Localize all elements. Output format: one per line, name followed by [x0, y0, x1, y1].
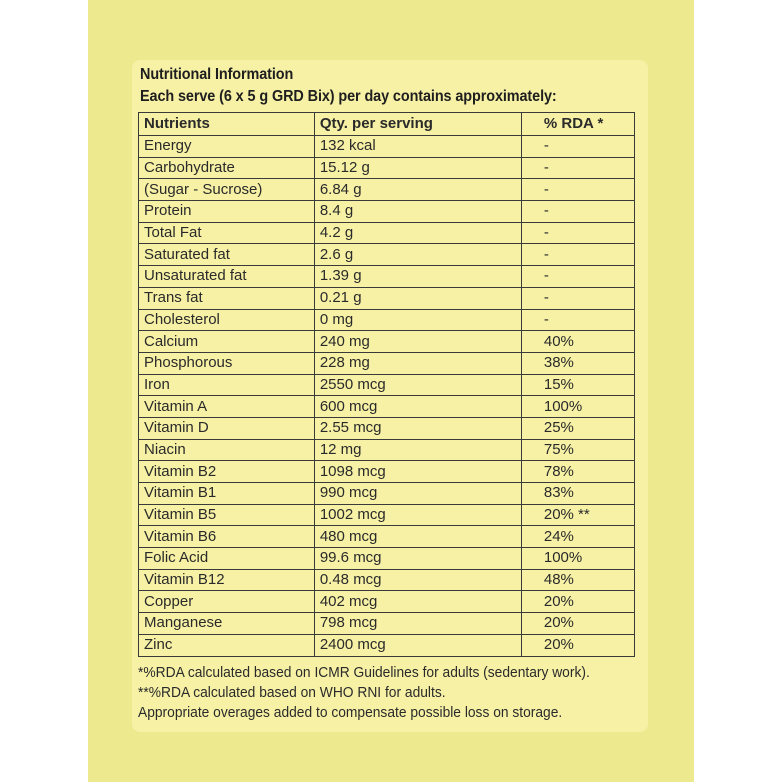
nutrient-name: Vitamin B6 [139, 526, 315, 548]
nutrient-qty: 402 mcg [314, 591, 521, 613]
nutrient-rda: 38% [521, 352, 634, 374]
footnote-icmr: *%RDA calculated based on ICMR Guidelines for adults (sedentary work). [138, 664, 590, 681]
nutrient-qty: 798 mcg [314, 613, 521, 635]
nutrient-qty: 15.12 g [314, 157, 521, 179]
nutrient-name: Calcium [139, 331, 315, 353]
nutrient-qty: 600 mcg [314, 396, 521, 418]
table-row [139, 374, 635, 396]
nutrient-rda: 25% [521, 417, 634, 439]
nutrient-name: Niacin [139, 439, 315, 461]
nutrient-rda: - [521, 266, 634, 288]
nutrient-qty: 228 mg [314, 352, 521, 374]
footnote-overages: Appropriate overages added to compensate possible loss on storage. [138, 704, 563, 721]
nutrient-name: Phosphorous [139, 352, 315, 374]
nutrition-table-body [139, 136, 635, 657]
table-row [139, 504, 635, 526]
nutrient-rda: - [521, 244, 634, 266]
table-row [139, 461, 635, 483]
nutrient-rda: - [521, 136, 634, 158]
nutrient-rda: - [521, 179, 634, 201]
nutrient-qty: 99.6 mcg [314, 548, 521, 570]
nutrient-qty: 12 mg [314, 439, 521, 461]
table-row [139, 287, 635, 309]
nutrient-rda: 48% [521, 569, 634, 591]
nutrient-qty: 1002 mcg [314, 504, 521, 526]
nutrient-qty: 6.84 g [314, 179, 521, 201]
nutrient-name: Copper [139, 591, 315, 613]
nutrient-name: Vitamin A [139, 396, 315, 418]
table-header-row [139, 113, 635, 136]
nutrient-rda: 20% ** [521, 504, 634, 526]
nutrient-qty: 1098 mcg [314, 461, 521, 483]
table-row [139, 417, 635, 439]
nutrient-rda: - [521, 201, 634, 223]
table-row [139, 613, 635, 635]
nutrient-rda: 100% [521, 396, 634, 418]
nutrition-title: Nutritional Information [140, 66, 294, 83]
header-qty: Qty. per serving [314, 113, 521, 136]
nutrient-name: Vitamin B12 [139, 569, 315, 591]
nutrient-rda: 100% [521, 548, 634, 570]
nutrient-name: Manganese [139, 613, 315, 635]
nutrient-rda: 24% [521, 526, 634, 548]
nutrient-qty: 990 mcg [314, 483, 521, 505]
nutrient-qty: 2400 mcg [314, 634, 521, 656]
table-row [139, 483, 635, 505]
nutrient-name: Energy [139, 136, 315, 158]
nutrient-rda: - [521, 222, 634, 244]
nutrient-name: Protein [139, 201, 315, 223]
nutrient-name: Vitamin B1 [139, 483, 315, 505]
table-row [139, 439, 635, 461]
table-row [139, 179, 635, 201]
nutrient-rda: 15% [521, 374, 634, 396]
nutrient-name: Trans fat [139, 287, 315, 309]
nutrient-name: Cholesterol [139, 309, 315, 331]
nutrient-qty: 4.2 g [314, 222, 521, 244]
nutrient-name: Folic Acid [139, 548, 315, 570]
nutrient-rda: - [521, 157, 634, 179]
nutrient-name: Saturated fat [139, 244, 315, 266]
nutrient-qty: 0.48 mcg [314, 569, 521, 591]
nutrient-qty: 0.21 g [314, 287, 521, 309]
nutrient-name: Iron [139, 374, 315, 396]
table-row [139, 634, 635, 656]
nutrient-rda: 20% [521, 613, 634, 635]
nutrient-name: Carbohydrate [139, 157, 315, 179]
nutrient-qty: 2.6 g [314, 244, 521, 266]
nutrition-subtitle: Each serve (6 x 5 g GRD Bix) per day contains approximately: [140, 88, 557, 105]
nutrient-qty: 0 mg [314, 309, 521, 331]
nutrient-name: Total Fat [139, 222, 315, 244]
table-row [139, 331, 635, 353]
nutrient-rda: 78% [521, 461, 634, 483]
table-row [139, 244, 635, 266]
nutrient-qty: 240 mg [314, 331, 521, 353]
table-row [139, 352, 635, 374]
nutrient-name: Unsaturated fat [139, 266, 315, 288]
nutrient-name: Vitamin B2 [139, 461, 315, 483]
nutrient-rda: 20% [521, 591, 634, 613]
nutrient-name: Zinc [139, 634, 315, 656]
nutrient-rda: - [521, 287, 634, 309]
table-row [139, 591, 635, 613]
table-row [139, 548, 635, 570]
nutrient-qty: 8.4 g [314, 201, 521, 223]
nutrient-qty: 2.55 mcg [314, 417, 521, 439]
nutrient-qty: 132 kcal [314, 136, 521, 158]
footnote-who: **%RDA calculated based on WHO RNI for adults. [138, 684, 446, 701]
nutrient-rda: 20% [521, 634, 634, 656]
table-row [139, 136, 635, 158]
nutrient-qty: 1.39 g [314, 266, 521, 288]
nutrient-rda: - [521, 309, 634, 331]
table-row [139, 569, 635, 591]
table-row [139, 526, 635, 548]
nutrition-table [138, 112, 635, 657]
table-row [139, 266, 635, 288]
nutrient-name: (Sugar - Sucrose) [139, 179, 315, 201]
table-row [139, 157, 635, 179]
table-row [139, 222, 635, 244]
header-nutrients: Nutrients [139, 113, 315, 136]
nutrient-name: Vitamin D [139, 417, 315, 439]
nutrient-qty: 2550 mcg [314, 374, 521, 396]
nutrient-name: Vitamin B5 [139, 504, 315, 526]
table-row [139, 396, 635, 418]
header-rda: % RDA * [521, 113, 634, 136]
nutrient-rda: 75% [521, 439, 634, 461]
table-row [139, 309, 635, 331]
nutrient-qty: 480 mcg [314, 526, 521, 548]
nutrient-rda: 40% [521, 331, 634, 353]
nutrient-rda: 83% [521, 483, 634, 505]
table-row [139, 201, 635, 223]
